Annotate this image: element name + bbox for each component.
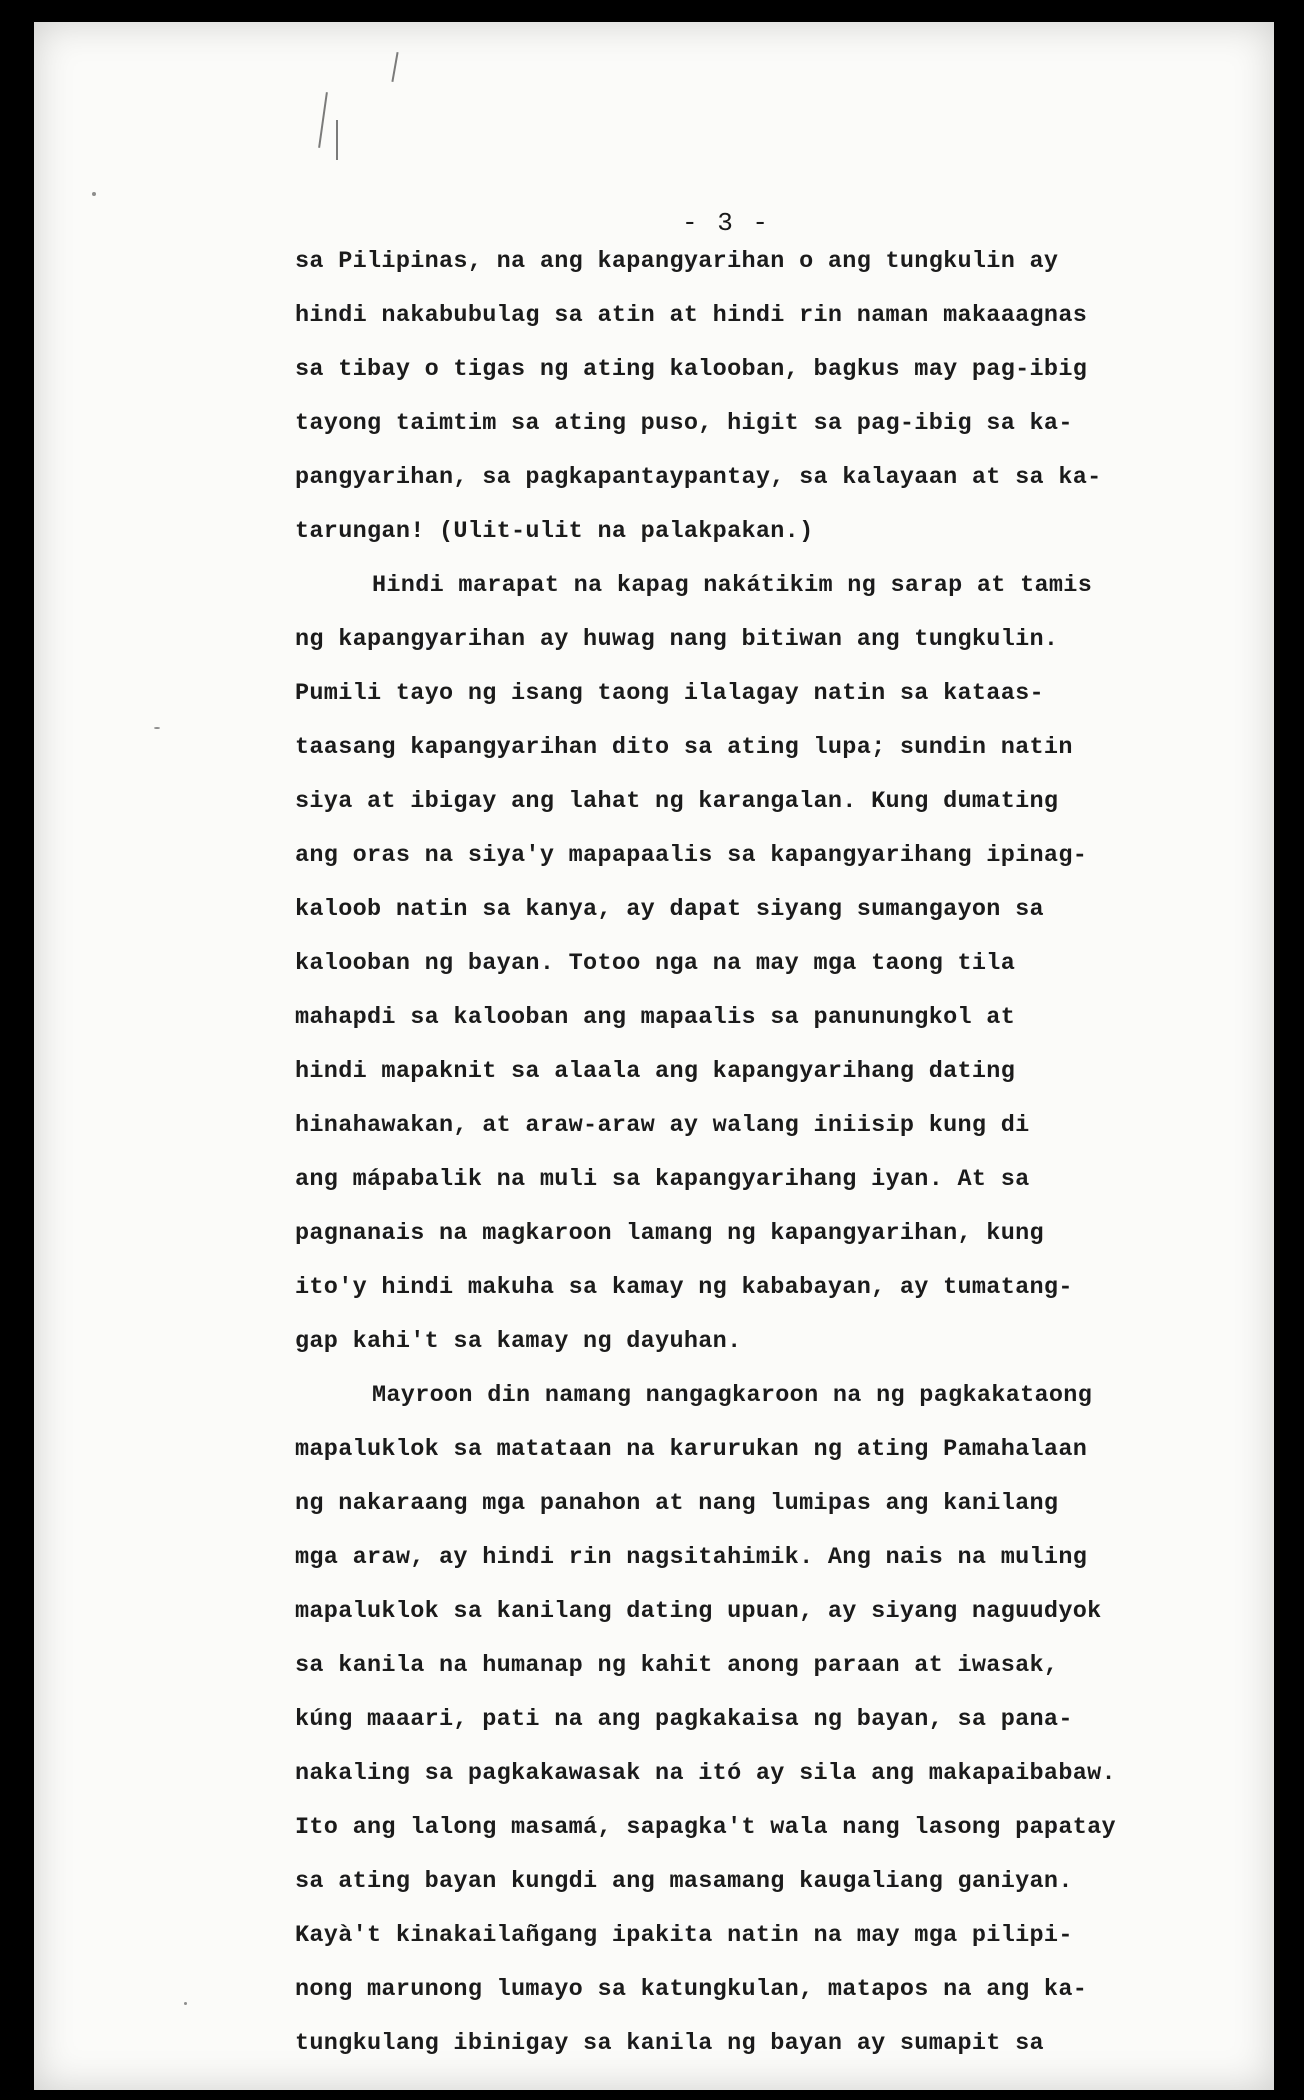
text-line: hindi nakabubulag sa atin at hindi rin naman makaaagnas [295, 302, 1088, 329]
pen-mark [336, 120, 338, 160]
text-line: sa ating bayan kungdi ang masamang kaugaliang ganiyan. [295, 1868, 1073, 1895]
text-line: ng kapangyarihan ay huwag nang bitiwan ang tungkulin. [295, 626, 1059, 653]
text-line: sa kanila na humanap ng kahit anong paraan at iwasak, [295, 1652, 1059, 1679]
pen-mark [318, 92, 328, 148]
text-line: mapaluklok sa kanilang dating upuan, ay siyang naguudyok [295, 1598, 1102, 1625]
scan-speck [92, 192, 96, 196]
text-line: hindi mapaknit sa alaala ang kapangyarihang dating [295, 1058, 1016, 1085]
text-line: sa Pilipinas, na ang kapangyarihan o ang tungkulin ay [295, 248, 1059, 275]
text-line: pagnanais na magkaroon lamang ng kapangyarihan, kung [295, 1220, 1044, 1247]
page-number: - 3 - [682, 208, 771, 238]
text-line: mga araw, ay hindi rin nagsitahimik. Ang nais na muling [295, 1544, 1088, 1571]
text-line: siya at ibigay ang lahat ng karangalan. Kung dumating [295, 788, 1059, 815]
text-line: ang mápabalik na muli sa kapangyarihang iyan. At sa [295, 1166, 1030, 1193]
text-line: mapaluklok sa matataan na karurukan ng ating Pamahalaan [295, 1436, 1088, 1463]
text-line: tarungan! (Ulit-ulit na palakpakan.) [295, 518, 814, 545]
text-line: hinahawakan, at araw-araw ay walang iniisip kung di [295, 1112, 1030, 1139]
text-line: sa tibay o tigas ng ating kalooban, bagkus may pag-ibig [295, 356, 1088, 383]
text-line: ng nakaraang mga panahon at nang lumipas ang kanilang [295, 1490, 1059, 1517]
scan-speck [154, 727, 160, 729]
text-line: kaloob natin sa kanya, ay dapat siyang sumangayon sa [295, 896, 1044, 923]
text-line: Ito ang lalong masamá, sapagka't wala nang lasong papatay [295, 1814, 1116, 1841]
pen-mark [391, 52, 398, 82]
text-line: nakaling sa pagkakawasak na itó ay sila ang makapaibabaw. [295, 1760, 1116, 1787]
text-line: pangyarihan, sa pagkapantaypantay, sa kalayaan at sa ka- [295, 464, 1102, 491]
text-line: tungkulang ibinigay sa kanila ng bayan ay sumapit sa [295, 2030, 1044, 2057]
text-line: ang oras na siya'y mapapaalis sa kapangyarihang ipinag- [295, 842, 1088, 869]
text-line: Mayroon din namang nangagkaroon na ng pagkakataong [372, 1382, 1093, 1409]
text-line: kalooban ng bayan. Totoo nga na may mga taong tila [295, 950, 1016, 977]
text-line: mahapdi sa kalooban ang mapaalis sa panunungkol at [295, 1004, 1016, 1031]
text-line: kúng maaari, pati na ang pagkakaisa ng bayan, sa pana- [295, 1706, 1073, 1733]
text-line: nong marunong lumayo sa katungkulan, matapos na ang ka- [295, 1976, 1088, 2003]
text-line: tayong taimtim sa ating puso, higit sa pag-ibig sa ka- [295, 410, 1073, 437]
text-line: gap kahi't sa kamay ng dayuhan. [295, 1328, 742, 1355]
document-page [34, 22, 1274, 2090]
text-line: Kayà't kinakailañgang ipakita natin na may mga pilipi- [295, 1922, 1073, 1949]
text-line: Hindi marapat na kapag nakátikim ng sarap at tamis [372, 572, 1093, 599]
text-line: taasang kapangyarihan dito sa ating lupa; sundin natin [295, 734, 1073, 761]
text-line: ito'y hindi makuha sa kamay ng kababayan, ay tumatang- [295, 1274, 1073, 1301]
scan-speck [184, 2002, 187, 2005]
text-line: Pumili tayo ng isang taong ilalagay natin sa kataas- [295, 680, 1044, 707]
